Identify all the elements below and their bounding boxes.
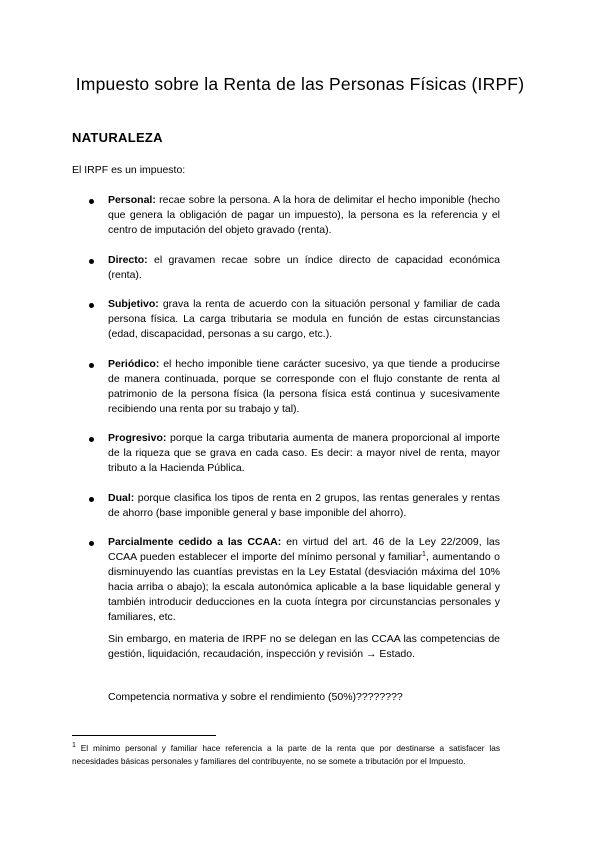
list-item [0,431,500,476]
item-label: Periódico: [108,357,160,370]
item-label: Progresivo: [108,432,167,444]
list-item [0,253,500,283]
bullet-icon [89,497,94,502]
item-text: el hecho imponible tiene carácter sucesivo, ya que tiende a producirse de manera continuada, porque se corresponde con el flujo constante de renta al patrimonio de la persona física (la persona física está continua y sucesivamente recibiendo una renta por su trabajo y tal). [108,357,500,415]
item-label: Subjetivo: [108,298,159,310]
bullet-icon [89,363,94,368]
section-heading: NATURALEZA [72,130,163,145]
item-label: Personal: [108,194,156,206]
bullet-icon [89,259,94,264]
list-item [0,357,500,417]
bullet-icon [89,303,94,308]
list-item [0,535,500,625]
bullet-icon [89,541,94,546]
item-text: el gravamen recae sobre un índice directo de capacidad económica (renta). [108,253,500,281]
list-item [0,193,500,238]
footnote-number: 1 [72,742,76,749]
item-label: Dual: [108,491,135,504]
item-text: en virtud del art. 46 de la Ley 22/2009, las CCAA pueden establecer el importe del mínimo personal y familiar [108,536,501,563]
characteristics-list [0,193,600,640]
item-text: grava la renta de acuerdo con la situación personal y familiar de cada persona física. La carga tributaria se modula en función de estas circunstancias (edad, discapacidad, personas a su cargo, etc.). [108,298,500,340]
footnote-reference[interactable]: 1 [422,551,426,558]
list-item [0,491,500,521]
item-label: Directo: [108,253,148,266]
footnote-text: El mínimo personal y familiar hace referencia a la parte de la renta que por destinarse a satisfacer las necesidades básicas personales y familiares del contribuyente, no se somete a tributación por el Impuesto. [72,743,500,766]
list-item [0,297,500,342]
item-label: Parcialmente cedido a las CCAA: [108,536,282,548]
item-text-continued: , aumentando o disminuyendo las cuantías previstas en la Ley Estatal (desviación máxima del 10% hacia arriba o abajo); la escala autonómica aplicable a la base liquidable general y también introducir deducciones en la cuota íntegra por circunstancias personales y familiares, etc. [108,551,500,623]
item-text: porque la carga tributaria aumenta de manera proporcional al importe de la riqueza que se grava en cada caso. Es decir: a mayor nivel de renta, mayor tributo a la Hacienda Pública. [108,432,500,474]
item-text: recae sobre la persona. A la hora de delimitar el hecho imponible (hecho que genera la obligación de pagar un impuesto), la persona es la referencia y el centro de imputación del objeto gravado (renta). [108,194,500,236]
competence-paragraph: Competencia normativa y sobre el rendimiento (50%)???????? [108,691,403,703]
bullet-icon [89,199,94,204]
item-text: porque clasifica los tipos de renta en 2 grupos, las rentas generales y rentas de ahorro (base imponible general y base imponible del ahorro). [108,491,500,519]
intro-paragraph: El IRPF es un impuesto: [72,164,186,176]
bullet-icon [89,437,94,442]
footnote [72,742,500,767]
document-title: Impuesto sobre la Renta de las Personas Físicas (IRPF) [75,74,525,94]
footnote-divider [72,735,216,736]
delegation-paragraph: Sin embargo, en materia de IRPF no se delegan en las CCAA las competencias de gestión, liquidación, recaudación, inspección y revisión → Estado. [108,633,500,660]
